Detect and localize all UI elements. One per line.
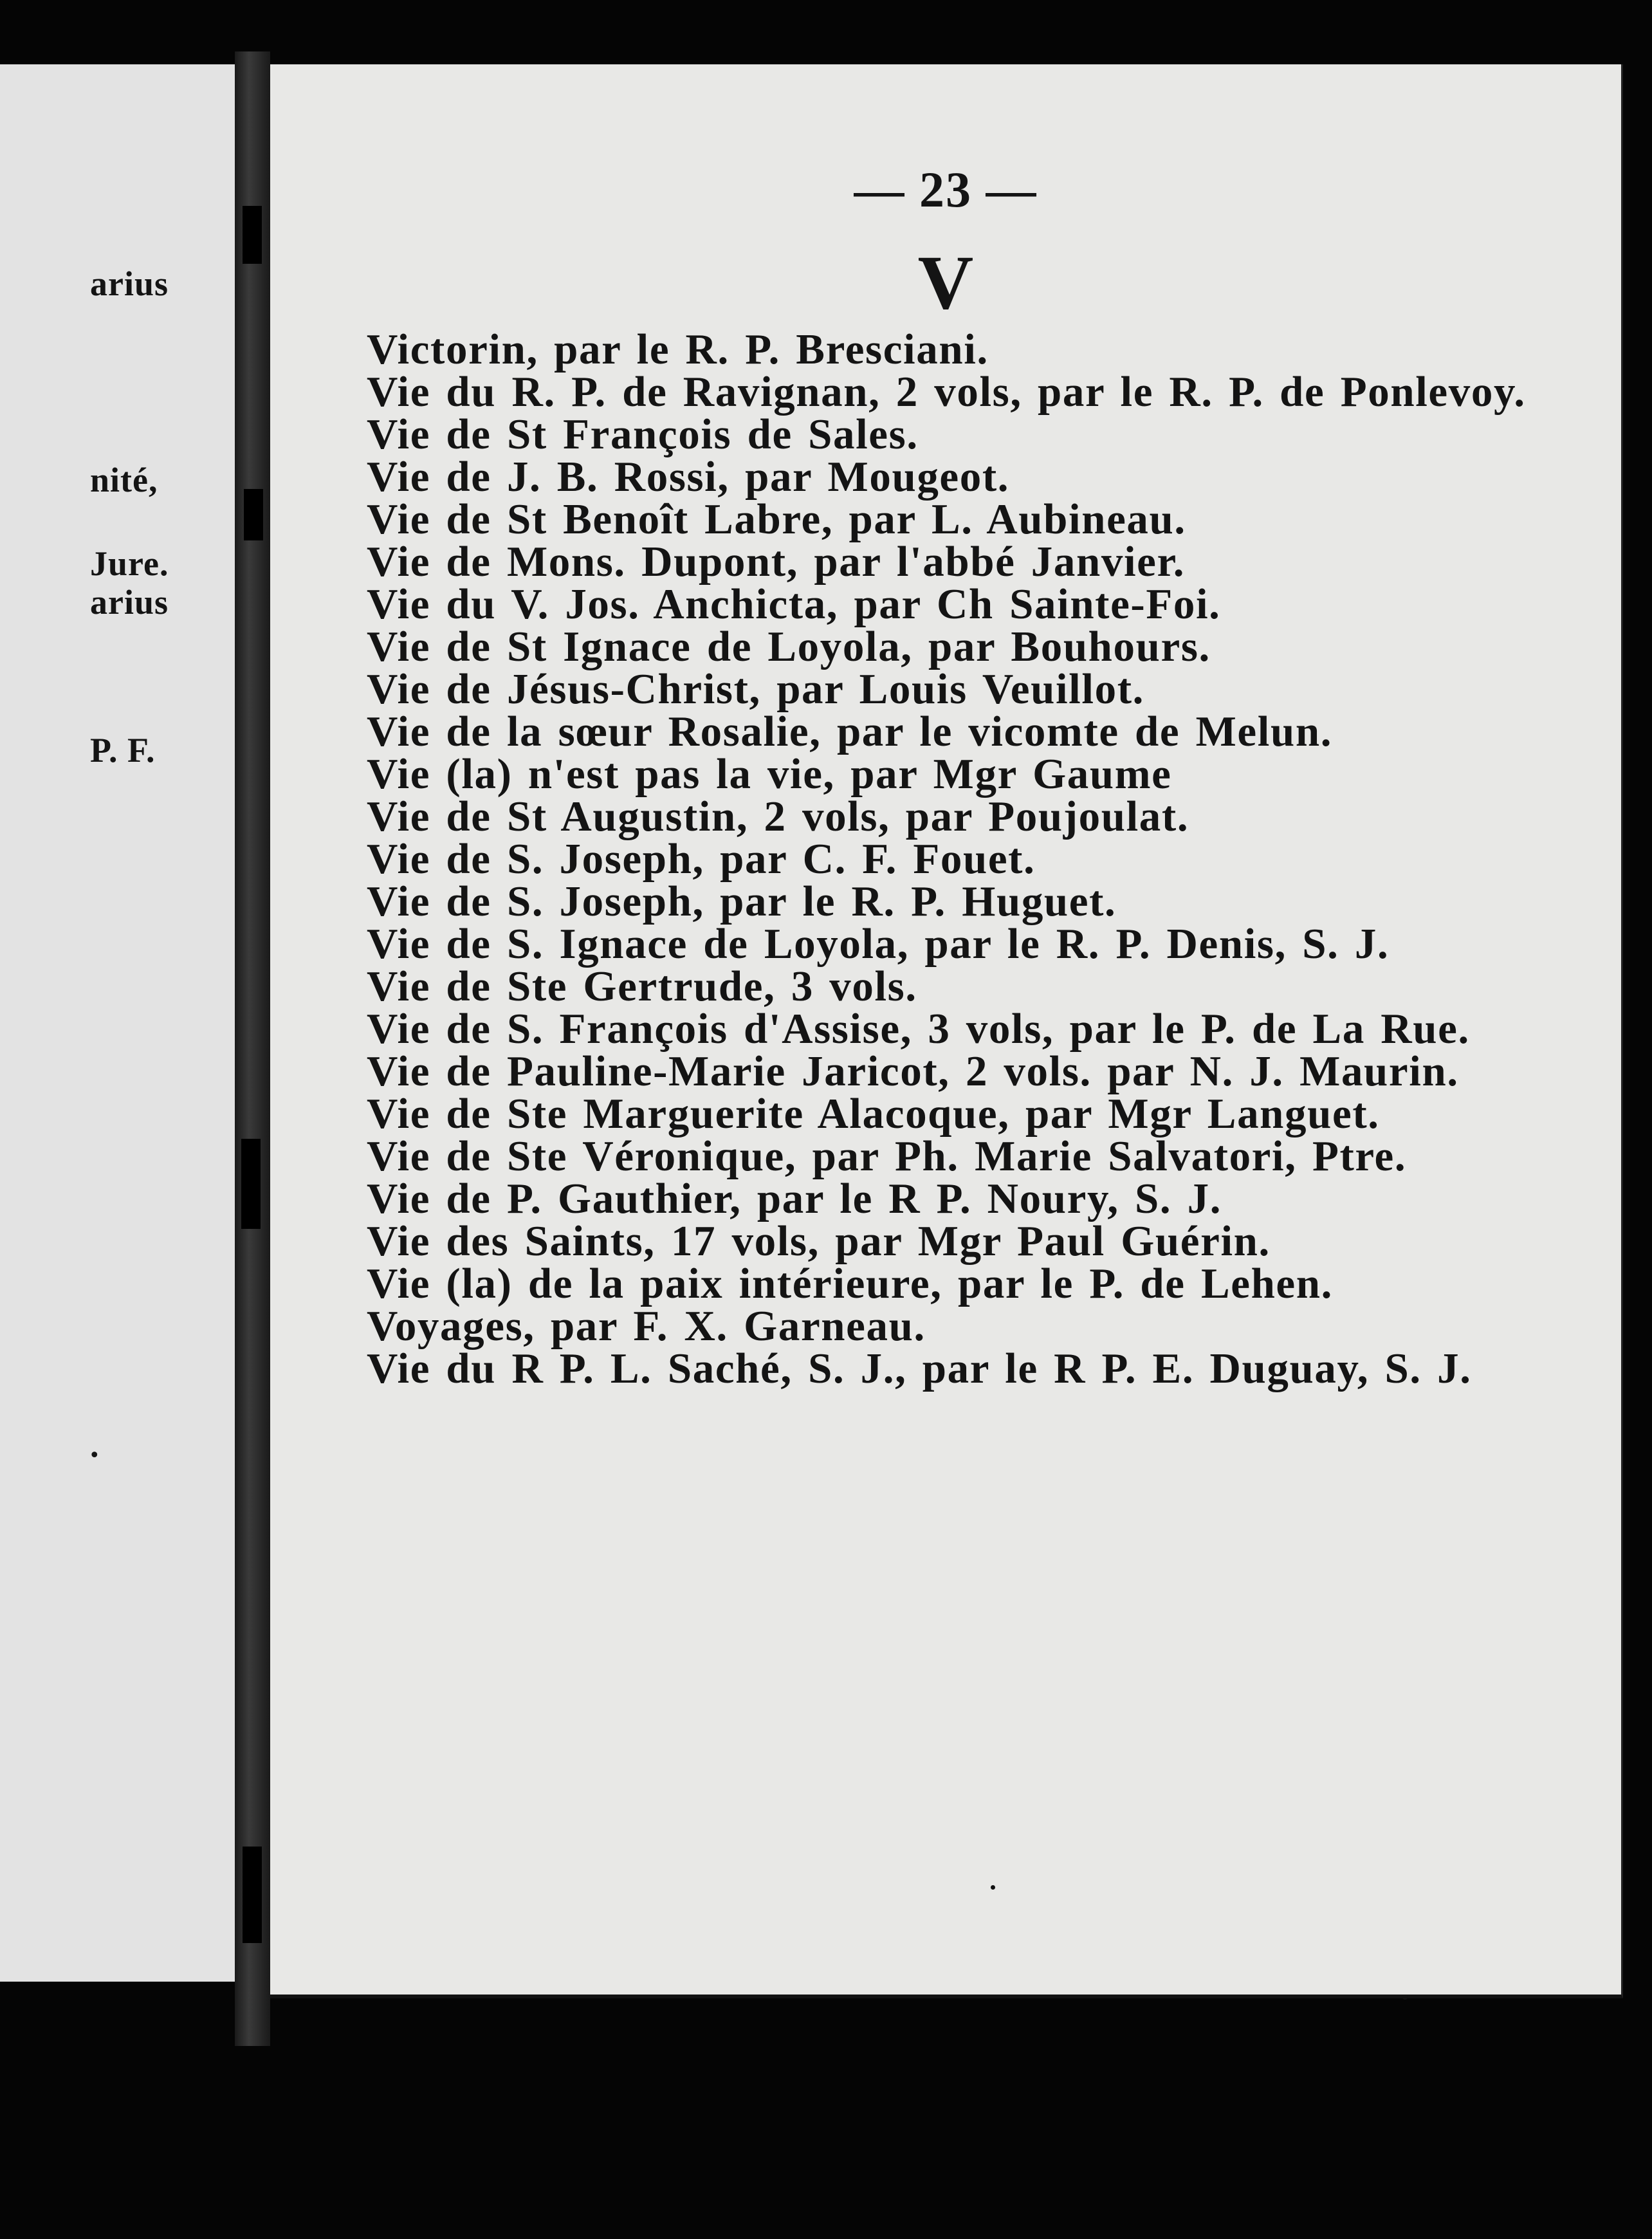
book-gutter — [235, 51, 270, 2046]
catalog-entry: Vie de S. Joseph, par C. F. Fouet. — [367, 835, 1036, 883]
binding-mark — [243, 206, 262, 264]
catalog-entry: Vie de S. Ignace de Loyola, par le R. P. Denis, S. J. — [367, 920, 1390, 968]
binding-mark — [241, 1139, 261, 1229]
catalog-entry: Vie de St Ignace de Loyola, par Bouhours. — [367, 623, 1211, 670]
catalog-entry: Vie de P. Gauthier, par le R P. Noury, S. J. — [367, 1175, 1222, 1222]
catalog-entry: Vie (la) de la paix intérieure, par le P. de Lehen. — [367, 1260, 1333, 1307]
catalog-entry: Vie de Ste Marguerite Alacoque, par Mgr Languet. — [367, 1090, 1380, 1138]
catalog-entry: Vie de St Benoît Labre, par L. Aubineau. — [367, 495, 1186, 543]
catalog-entry: Vie de Jésus-Christ, par Louis Veuillot. — [367, 665, 1144, 713]
left-fragment: Jure. — [90, 544, 169, 583]
left-fragment: nité, — [90, 461, 158, 499]
section-heading: V — [917, 239, 974, 325]
catalog-entry: Vie de Mons. Dupont, par l'abbé Janvier. — [367, 538, 1186, 585]
catalog-entry: Victorin, par le R. P. Bresciani. — [367, 326, 989, 373]
catalog-entry: Vie de Ste Gertrude, 3 vols. — [367, 963, 917, 1010]
left-facing-page — [0, 64, 237, 1982]
catalog-entry: Vie de S. François d'Assise, 3 vols, par le P. de La Rue. — [367, 1005, 1470, 1053]
catalog-entry: Voyages, par F. X. Garneau. — [367, 1302, 926, 1350]
page-number: — 23 — — [854, 161, 1038, 217]
binding-mark — [243, 1847, 262, 1943]
catalog-entry: Vie de St Augustin, 2 vols, par Poujoulat. — [367, 793, 1189, 840]
catalog-entry: Vie de la sœur Rosalie, par le vicomte de Melun. — [367, 708, 1333, 755]
catalog-entry: Vie de J. B. Rossi, par Mougeot. — [367, 453, 1010, 501]
catalog-entries — [367, 328, 1608, 1390]
left-fragment: arius — [90, 264, 169, 303]
binding-mark — [244, 489, 263, 540]
catalog-entry: Vie des Saints, 17 vols, par Mgr Paul Guérin. — [367, 1217, 1271, 1265]
paper-speck — [1402, 1995, 1408, 2000]
catalog-entry: Vie du R P. L. Saché, S. J., par le R P. E. Duguay, S. J. — [367, 1345, 1472, 1392]
catalog-entry: Vie (la) n'est pas la vie, par Mgr Gaume — [367, 750, 1172, 798]
catalog-entry: Vie du V. Jos. Anchicta, par Ch Sainte-Foi. — [367, 580, 1221, 628]
catalog-entry: Vie de Ste Véronique, par Ph. Marie Salvatori, Ptre. — [367, 1132, 1407, 1180]
catalog-entry: Vie de S. Joseph, par le R. P. Huguet. — [367, 878, 1117, 925]
catalog-entry: Vie de Pauline-Marie Jaricot, 2 vols. par N. J. Maurin. — [367, 1047, 1459, 1095]
catalog-entry: Vie de St François de Sales. — [367, 410, 919, 458]
left-fragment: arius — [90, 583, 169, 622]
left-fragment: P. F. — [90, 731, 156, 769]
catalog-entry: Vie du R. P. de Ravignan, 2 vols, par le R. P. de Ponlevoy. — [367, 368, 1526, 416]
paper-speck — [991, 1885, 995, 1890]
main-page — [270, 64, 1623, 1998]
left-fragment: . — [90, 1426, 100, 1464]
